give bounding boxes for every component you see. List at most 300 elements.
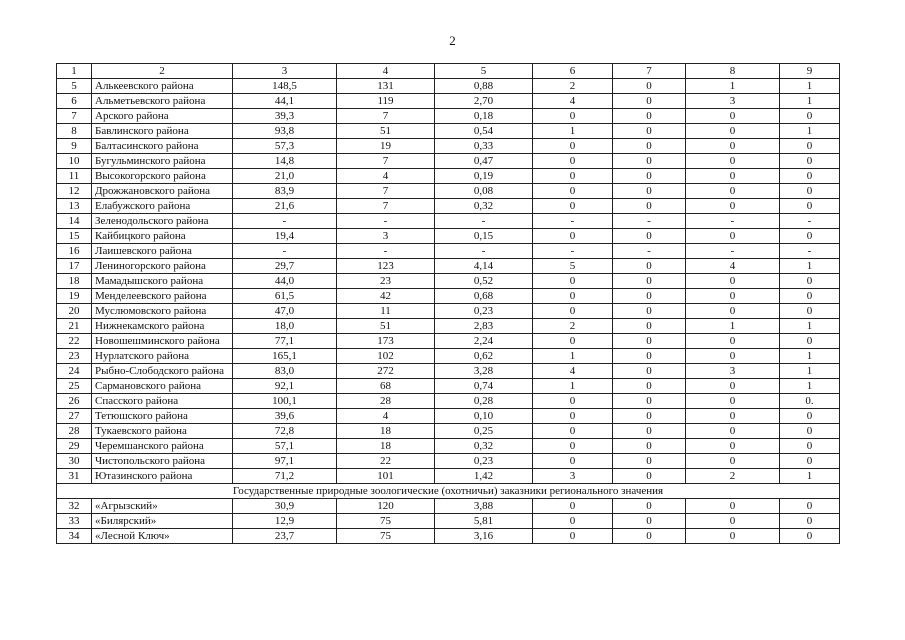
table-cell-col-4: 11 (337, 304, 435, 319)
table-cell-col-4: 7 (337, 109, 435, 124)
table-cell-col-8: 0 (686, 424, 780, 439)
table-cell-col-2: Сармановского района (92, 379, 233, 394)
table-cell-col-1: 33 (57, 514, 92, 529)
table-cell-col-7: 0 (613, 184, 686, 199)
table-row (57, 184, 840, 199)
table-cell-col-6: 0 (533, 229, 613, 244)
table-cell-col-6: 4 (533, 364, 613, 379)
table-cell-col-3: 19,4 (233, 229, 337, 244)
table-cell-col-8: 0 (686, 379, 780, 394)
table-cell-col-3: 57,1 (233, 439, 337, 454)
table-cell-col-8: 1 (686, 79, 780, 94)
table-row (57, 229, 840, 244)
table-cell-col-3: 3 (233, 64, 337, 79)
table-cell-col-3: - (233, 214, 337, 229)
table-cell-col-8: 3 (686, 364, 780, 379)
table-row (57, 154, 840, 169)
table-cell-col-8: 0 (686, 529, 780, 544)
table-cell-col-4: - (337, 214, 435, 229)
section-row (57, 484, 840, 499)
table-cell-col-6: - (533, 214, 613, 229)
table-cell-col-8: 0 (686, 199, 780, 214)
table-cell-col-6: 0 (533, 454, 613, 469)
table-cell-col-2: Зеленодольского района (92, 214, 233, 229)
table-cell-col-7: 0 (613, 229, 686, 244)
table-cell-col-1: 7 (57, 109, 92, 124)
table-cell-col-2: Черемшанского района (92, 439, 233, 454)
table-cell-col-5: 5,81 (435, 514, 533, 529)
table-cell-col-4: 272 (337, 364, 435, 379)
table-cell-col-7: 0 (613, 379, 686, 394)
table-cell-col-8: 0 (686, 109, 780, 124)
table-cell-col-9: 0 (780, 514, 840, 529)
table-cell-col-3: 23,7 (233, 529, 337, 544)
table-cell-col-9: 1 (780, 379, 840, 394)
table-cell-col-7: 0 (613, 394, 686, 409)
table-cell-col-1: 18 (57, 274, 92, 289)
table-row (57, 514, 840, 529)
table-cell-col-7: 0 (613, 334, 686, 349)
table-cell-col-1: 22 (57, 334, 92, 349)
table-row (57, 319, 840, 334)
table-cell-col-2: «Билярский» (92, 514, 233, 529)
table-cell-col-8: 0 (686, 394, 780, 409)
table-cell-col-7: - (613, 244, 686, 259)
table-cell-col-8: 0 (686, 439, 780, 454)
table-cell-col-2: Ютазинского района (92, 469, 233, 484)
table-cell-col-6: 0 (533, 409, 613, 424)
table-cell-col-5: 3,88 (435, 499, 533, 514)
table-cell-col-9: 0 (780, 334, 840, 349)
table-cell-col-5: - (435, 214, 533, 229)
table-cell-col-5: 0,23 (435, 454, 533, 469)
table-cell-col-3: 21,6 (233, 199, 337, 214)
table-cell-col-8: 0 (686, 499, 780, 514)
table-cell-col-2: Спасского района (92, 394, 233, 409)
table-cell-col-1: 25 (57, 379, 92, 394)
table-cell-col-7: 7 (613, 64, 686, 79)
table-cell-col-5: 2,83 (435, 319, 533, 334)
table-cell-col-7: 0 (613, 154, 686, 169)
table-cell-col-9: 0 (780, 454, 840, 469)
table-cell-col-9: 0 (780, 274, 840, 289)
table-cell-col-7: 0 (613, 439, 686, 454)
table-cell-col-7: 0 (613, 529, 686, 544)
table-cell-col-8: 0 (686, 454, 780, 469)
table-row (57, 199, 840, 214)
table-cell-col-4: 51 (337, 124, 435, 139)
table-cell-col-2: Лениногорского района (92, 259, 233, 274)
table-cell-col-6: 2 (533, 79, 613, 94)
table-cell-col-2: Лаишевского района (92, 244, 233, 259)
table-header-row (57, 64, 840, 79)
table-cell-col-1: 15 (57, 229, 92, 244)
table-cell-col-5: 0,52 (435, 274, 533, 289)
table-cell-col-1: 8 (57, 124, 92, 139)
table-row (57, 109, 840, 124)
table-cell-col-2: Менделеевского района (92, 289, 233, 304)
table-cell-col-7: 0 (613, 319, 686, 334)
table-cell-col-1: 10 (57, 154, 92, 169)
table-cell-col-2: Алькеевского района (92, 79, 233, 94)
table-cell-col-7: - (613, 214, 686, 229)
table-cell-col-6: 0 (533, 514, 613, 529)
table-cell-col-4: 120 (337, 499, 435, 514)
table-cell-col-2: Высокогорского района (92, 169, 233, 184)
table-cell-col-4: 102 (337, 349, 435, 364)
table-cell-col-8: 3 (686, 94, 780, 109)
table-cell-col-1: 19 (57, 289, 92, 304)
table-cell-col-8: 0 (686, 154, 780, 169)
table-cell-col-9: 0 (780, 199, 840, 214)
table-cell-col-9: 0 (780, 304, 840, 319)
table-cell-col-1: 34 (57, 529, 92, 544)
table-cell-col-6: 2 (533, 319, 613, 334)
table-cell-col-5: 0,23 (435, 304, 533, 319)
table-cell-col-4: 123 (337, 259, 435, 274)
table-cell-col-2: Бавлинского района (92, 124, 233, 139)
table-cell-col-3: 72,8 (233, 424, 337, 439)
table-cell-col-4: 22 (337, 454, 435, 469)
table-cell-col-3: 39,3 (233, 109, 337, 124)
table-row (57, 139, 840, 154)
table-cell-col-7: 0 (613, 409, 686, 424)
table-cell-col-2: Балтасинского района (92, 139, 233, 154)
table-cell-col-9: 1 (780, 349, 840, 364)
table-cell-col-3: 71,2 (233, 469, 337, 484)
data-table (56, 63, 840, 544)
table-cell-col-9: - (780, 214, 840, 229)
table-row (57, 469, 840, 484)
table-cell-col-3: 61,5 (233, 289, 337, 304)
table-cell-col-4: 101 (337, 469, 435, 484)
table-cell-col-8: 0 (686, 514, 780, 529)
table-cell-col-7: 0 (613, 349, 686, 364)
table-cell-col-3: 92,1 (233, 379, 337, 394)
table-cell-col-4: 4 (337, 169, 435, 184)
section-title: Государственные природные зоологические (охотничьи) заказники регионального значения (57, 484, 840, 499)
table-cell-col-3: 97,1 (233, 454, 337, 469)
table-cell-col-2: «Агрызский» (92, 499, 233, 514)
table-cell-col-2: Нижнекамского района (92, 319, 233, 334)
table-row (57, 394, 840, 409)
table-cell-col-3: 100,1 (233, 394, 337, 409)
table-cell-col-1: 27 (57, 409, 92, 424)
table-cell-col-7: 0 (613, 109, 686, 124)
table-cell-col-5: 2,70 (435, 94, 533, 109)
table-cell-col-7: 0 (613, 79, 686, 94)
table-cell-col-6: 0 (533, 169, 613, 184)
table-row (57, 79, 840, 94)
table-cell-col-4: 23 (337, 274, 435, 289)
page-number: 2 (449, 33, 456, 48)
table-cell-col-7: 0 (613, 274, 686, 289)
table-cell-col-8: 0 (686, 229, 780, 244)
table-cell-col-1: 24 (57, 364, 92, 379)
table-cell-col-6: 0 (533, 154, 613, 169)
table-cell-col-8: - (686, 244, 780, 259)
table-cell-col-1: 6 (57, 94, 92, 109)
table-cell-col-9: 1 (780, 124, 840, 139)
table-cell-col-9: 1 (780, 259, 840, 274)
table-cell-col-5: 0,18 (435, 109, 533, 124)
table-cell-col-6: 0 (533, 199, 613, 214)
table-cell-col-8: 0 (686, 334, 780, 349)
table-cell-col-8: 0 (686, 139, 780, 154)
table-row (57, 289, 840, 304)
table-cell-col-2: Кайбицкого района (92, 229, 233, 244)
table-cell-col-4: 75 (337, 514, 435, 529)
table-cell-col-2: Елабужского района (92, 199, 233, 214)
table-cell-col-9: 1 (780, 364, 840, 379)
table-cell-col-2: Нурлатского района (92, 349, 233, 364)
table-cell-col-6: 0 (533, 274, 613, 289)
table-cell-col-4: 131 (337, 79, 435, 94)
table-cell-col-7: 0 (613, 94, 686, 109)
table-cell-col-5: 0,62 (435, 349, 533, 364)
table-cell-col-1: 13 (57, 199, 92, 214)
table-cell-col-8: 0 (686, 169, 780, 184)
table-cell-col-1: 32 (57, 499, 92, 514)
table-cell-col-2: Рыбно-Слободского района (92, 364, 233, 379)
table-cell-col-3: 12,9 (233, 514, 337, 529)
table-cell-col-6: 0 (533, 304, 613, 319)
table-cell-col-7: 0 (613, 124, 686, 139)
table-cell-col-7: 0 (613, 289, 686, 304)
table-cell-col-6: 0 (533, 139, 613, 154)
table-row (57, 424, 840, 439)
table-cell-col-5: 0,54 (435, 124, 533, 139)
table-cell-col-2: Новошешминского района (92, 334, 233, 349)
table-row (57, 334, 840, 349)
table-cell-col-7: 0 (613, 169, 686, 184)
table-cell-col-4: 18 (337, 439, 435, 454)
table-cell-col-6: 0 (533, 109, 613, 124)
table-cell-col-4: 119 (337, 94, 435, 109)
table-cell-col-7: 0 (613, 304, 686, 319)
table-cell-col-6: - (533, 244, 613, 259)
table-cell-col-2: «Лесной Ключ» (92, 529, 233, 544)
table-row (57, 379, 840, 394)
table-cell-col-1: 12 (57, 184, 92, 199)
table-cell-col-6: 0 (533, 424, 613, 439)
table-cell-col-9: 0 (780, 109, 840, 124)
table-cell-col-8: - (686, 214, 780, 229)
table-cell-col-8: 2 (686, 469, 780, 484)
table-cell-col-5: - (435, 244, 533, 259)
table-cell-col-8: 0 (686, 184, 780, 199)
table-cell-col-1: 9 (57, 139, 92, 154)
table-cell-col-3: 39,6 (233, 409, 337, 424)
table-cell-col-8: 0 (686, 274, 780, 289)
table-cell-col-2: 2 (92, 64, 233, 79)
table-cell-col-2: Арского района (92, 109, 233, 124)
table-cell-col-9: 0 (780, 184, 840, 199)
table-row (57, 124, 840, 139)
table-cell-col-9: 0 (780, 229, 840, 244)
table-cell-col-2: Альметьевского района (92, 94, 233, 109)
table-cell-col-6: 0 (533, 394, 613, 409)
table-cell-col-9: 0 (780, 409, 840, 424)
table-cell-col-9: 0 (780, 169, 840, 184)
table-cell-col-4: 4 (337, 409, 435, 424)
table-row (57, 409, 840, 424)
table-cell-col-8: 0 (686, 409, 780, 424)
table-cell-col-1: 23 (57, 349, 92, 364)
table-row (57, 274, 840, 289)
table-cell-col-4: 68 (337, 379, 435, 394)
table-cell-col-2: Дрожжановского района (92, 184, 233, 199)
table-cell-col-5: 0,32 (435, 199, 533, 214)
table-row (57, 304, 840, 319)
table-cell-col-7: 0 (613, 424, 686, 439)
table-row (57, 499, 840, 514)
table-cell-col-5: 0,74 (435, 379, 533, 394)
table-row (57, 259, 840, 274)
table-row (57, 349, 840, 364)
table-cell-col-3: 44,0 (233, 274, 337, 289)
table-cell-col-2: Мамадышского района (92, 274, 233, 289)
table-cell-col-5: 0,32 (435, 439, 533, 454)
table-cell-col-1: 31 (57, 469, 92, 484)
table-cell-col-7: 0 (613, 454, 686, 469)
table-cell-col-9: 0 (780, 529, 840, 544)
table-row (57, 169, 840, 184)
table-cell-col-5: 0,08 (435, 184, 533, 199)
table-cell-col-6: 3 (533, 469, 613, 484)
table-cell-col-6: 4 (533, 94, 613, 109)
table-cell-col-9: 0 (780, 289, 840, 304)
table-cell-col-1: 17 (57, 259, 92, 274)
table-cell-col-4: 18 (337, 424, 435, 439)
table-cell-col-9: 0 (780, 499, 840, 514)
table-cell-col-6: 0 (533, 439, 613, 454)
table-cell-col-3: 93,8 (233, 124, 337, 139)
table-cell-col-4: 4 (337, 64, 435, 79)
table-cell-col-5: 0,28 (435, 394, 533, 409)
table-cell-col-3: 14,8 (233, 154, 337, 169)
table-cell-col-6: 0 (533, 334, 613, 349)
table-cell-col-1: 26 (57, 394, 92, 409)
table-row (57, 94, 840, 109)
table-cell-col-1: 29 (57, 439, 92, 454)
table-cell-col-4: 42 (337, 289, 435, 304)
table-cell-col-7: 0 (613, 364, 686, 379)
table-row (57, 439, 840, 454)
table-cell-col-6: 0 (533, 184, 613, 199)
table-cell-col-6: 0 (533, 529, 613, 544)
table-cell-col-4: 19 (337, 139, 435, 154)
table-cell-col-3: 29,7 (233, 259, 337, 274)
table-cell-col-6: 1 (533, 379, 613, 394)
table-cell-col-9: 0 (780, 139, 840, 154)
table-row (57, 244, 840, 259)
table-cell-col-8: 8 (686, 64, 780, 79)
table-cell-col-5: 0,33 (435, 139, 533, 154)
table-cell-col-3: 83,9 (233, 184, 337, 199)
table-cell-col-6: 6 (533, 64, 613, 79)
table-cell-col-5: 0,15 (435, 229, 533, 244)
table-cell-col-4: 7 (337, 184, 435, 199)
table-cell-col-9: 0 (780, 439, 840, 454)
table-cell-col-9: 1 (780, 469, 840, 484)
table-cell-col-5: 1,42 (435, 469, 533, 484)
table-cell-col-3: 165,1 (233, 349, 337, 364)
table-cell-col-2: Муслюмовского района (92, 304, 233, 319)
table-cell-col-1: 21 (57, 319, 92, 334)
table-cell-col-9: 0. (780, 394, 840, 409)
table-row (57, 364, 840, 379)
table-cell-col-3: 77,1 (233, 334, 337, 349)
table-cell-col-1: 30 (57, 454, 92, 469)
table-row (57, 214, 840, 229)
table-cell-col-9: 0 (780, 424, 840, 439)
table-cell-col-6: 1 (533, 349, 613, 364)
table-cell-col-6: 1 (533, 124, 613, 139)
table-cell-col-1: 20 (57, 304, 92, 319)
table-cell-col-2: Тукаевского района (92, 424, 233, 439)
table-cell-col-7: 0 (613, 514, 686, 529)
table-cell-col-2: Тетюшского района (92, 409, 233, 424)
table-cell-col-4: 173 (337, 334, 435, 349)
table-cell-col-3: - (233, 244, 337, 259)
table-cell-col-8: 4 (686, 259, 780, 274)
table-cell-col-1: 28 (57, 424, 92, 439)
table-cell-col-2: Чистопольского района (92, 454, 233, 469)
table-cell-col-8: 1 (686, 319, 780, 334)
table-cell-col-6: 5 (533, 259, 613, 274)
table-cell-col-3: 57,3 (233, 139, 337, 154)
table-cell-col-3: 148,5 (233, 79, 337, 94)
table-cell-col-1: 1 (57, 64, 92, 79)
table-cell-col-4: 7 (337, 199, 435, 214)
table-cell-col-7: 0 (613, 499, 686, 514)
table-cell-col-6: 0 (533, 289, 613, 304)
table-cell-col-3: 83,0 (233, 364, 337, 379)
table-cell-col-5: 0,88 (435, 79, 533, 94)
table-cell-col-3: 30,9 (233, 499, 337, 514)
table-cell-col-1: 16 (57, 244, 92, 259)
table-cell-col-5: 0,25 (435, 424, 533, 439)
table-cell-col-4: 51 (337, 319, 435, 334)
table-cell-col-7: 0 (613, 139, 686, 154)
table-cell-col-6: 0 (533, 499, 613, 514)
table-cell-col-4: 3 (337, 229, 435, 244)
table-cell-col-5: 3,16 (435, 529, 533, 544)
table-cell-col-8: 0 (686, 124, 780, 139)
table-cell-col-4: 28 (337, 394, 435, 409)
table-cell-col-9: 1 (780, 94, 840, 109)
table-cell-col-9: 9 (780, 64, 840, 79)
table-cell-col-4: 75 (337, 529, 435, 544)
table-row (57, 529, 840, 544)
table-cell-col-3: 18,0 (233, 319, 337, 334)
table-cell-col-9: - (780, 244, 840, 259)
table-cell-col-5: 0,47 (435, 154, 533, 169)
table-cell-col-7: 0 (613, 469, 686, 484)
table-cell-col-4: - (337, 244, 435, 259)
table-cell-col-3: 21,0 (233, 169, 337, 184)
table-cell-col-3: 47,0 (233, 304, 337, 319)
table-cell-col-5: 0,19 (435, 169, 533, 184)
table-cell-col-7: 0 (613, 259, 686, 274)
table-cell-col-5: 3,28 (435, 364, 533, 379)
table-cell-col-5: 5 (435, 64, 533, 79)
table-cell-col-1: 5 (57, 79, 92, 94)
table-row (57, 454, 840, 469)
table-cell-col-3: 44,1 (233, 94, 337, 109)
table-cell-col-2: Бугульминского района (92, 154, 233, 169)
